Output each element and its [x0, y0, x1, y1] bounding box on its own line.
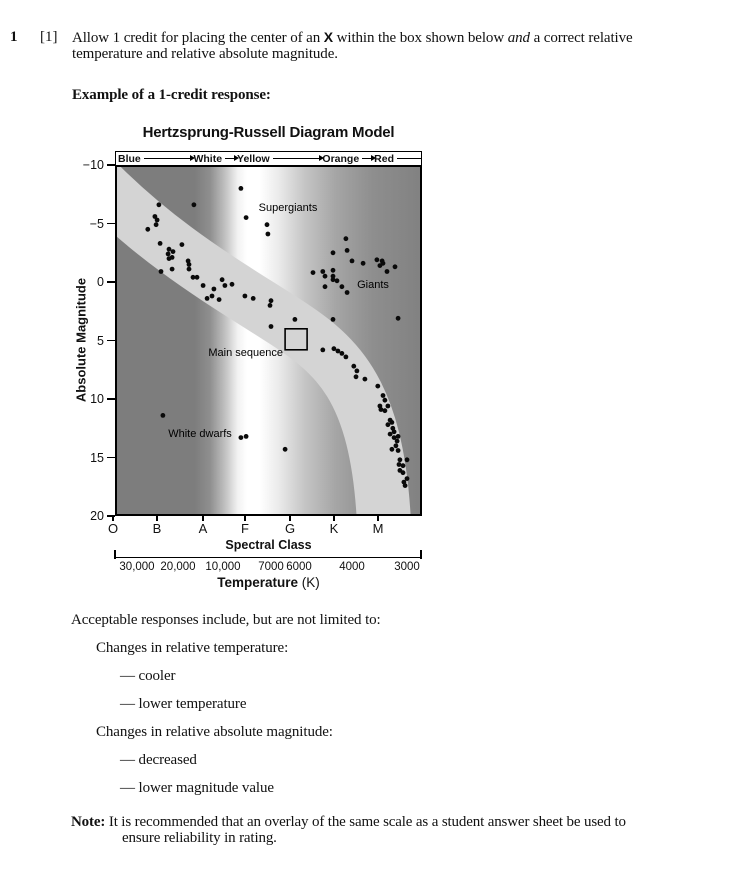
star-dot: [331, 268, 336, 273]
star-dot: [210, 294, 215, 299]
acceptable-heading: Changes in relative absolute magnitude:: [96, 724, 333, 740]
star-dot: [243, 294, 248, 299]
y-tick-mark: [107, 164, 115, 166]
italic-and: and: [507, 30, 530, 46]
label-supergiants: Supergiants: [258, 202, 318, 214]
star-dot: [205, 296, 210, 301]
star-dot: [283, 447, 288, 452]
temperature-tick-label: 3000: [394, 561, 420, 573]
star-dot: [293, 317, 298, 322]
star-dot: [167, 247, 172, 252]
chart-title: Hertzsprung-Russell Diagram Model: [142, 124, 395, 141]
plot-area: [115, 165, 422, 516]
star-dot: [386, 404, 391, 409]
star-dot: [239, 435, 244, 440]
question-number: 1: [10, 29, 18, 45]
arrow-right-icon: [144, 158, 191, 159]
star-dot: [180, 242, 185, 247]
star-dot: [269, 298, 274, 303]
star-dot: [386, 422, 391, 427]
y-tick-label: 15: [90, 450, 104, 465]
star-dot: [265, 222, 270, 227]
star-dot: [320, 348, 325, 353]
y-tick-mark: [107, 340, 115, 342]
y-tick-label: 5: [97, 333, 104, 348]
star-dot: [401, 470, 406, 475]
y-tick-label: −5: [89, 216, 104, 231]
star-dot: [336, 349, 341, 354]
color-label-blue: Blue: [118, 152, 141, 165]
star-dot: [332, 346, 337, 351]
star-dot: [323, 274, 328, 279]
star-dot: [383, 408, 388, 413]
star-dot: [375, 257, 380, 262]
spectral-class-tick: A: [198, 521, 208, 536]
y-tick-label: −10: [82, 158, 104, 172]
label-main-sequence: Main sequence: [208, 347, 283, 359]
star-dot: [331, 317, 336, 322]
star-dot: [323, 284, 328, 289]
color-label-white: White: [193, 152, 223, 165]
temperature-tick-label: 10,000: [205, 561, 241, 573]
temperature-tick-label: 4000: [339, 561, 365, 573]
y-tick-mark: [107, 398, 115, 400]
star-dot: [340, 351, 345, 356]
acceptable-heading: Changes in relative temperature:: [96, 640, 289, 656]
star-dot: [187, 267, 192, 272]
scatter-plot: [115, 165, 422, 516]
star-dot: [345, 248, 350, 253]
y-tick-mark: [107, 223, 115, 225]
star-dot: [155, 218, 160, 223]
star-dot: [154, 222, 159, 227]
star-dot: [355, 369, 360, 374]
star-dot: [361, 261, 366, 266]
bold-x: X: [323, 29, 334, 45]
question-text-line2: temperature and relative absolute magnitude.: [72, 46, 338, 62]
star-dot: [405, 457, 410, 462]
note-label: Note:: [71, 814, 106, 830]
example-heading: Example of a 1-credit response:: [72, 87, 271, 103]
star-dot: [350, 259, 355, 264]
spectral-class-tick: B: [152, 521, 162, 536]
question-text-line1: Allow 1 credit for placing the center of an X within the box shown below and a correct relative: [72, 29, 633, 46]
label-white-dwarfs: White dwarfs: [168, 428, 232, 440]
star-dot: [396, 448, 401, 453]
y-tick-label: 20: [90, 509, 104, 523]
star-dot: [159, 269, 164, 274]
star-dot: [381, 393, 386, 398]
star-dot: [354, 374, 359, 379]
star-dot: [393, 264, 398, 269]
star-dot: [145, 227, 150, 232]
star-dot: [212, 287, 217, 292]
star-dot: [383, 398, 388, 403]
star-dot: [161, 413, 166, 418]
credit-marker: [1]: [40, 29, 58, 45]
hr-diagram: [0, 118, 460, 598]
star-dot: [239, 186, 244, 191]
spectral-class-label: Spectral Class: [225, 538, 312, 552]
y-tick-mark: [107, 281, 115, 283]
spectral-class-tick: M: [372, 521, 384, 536]
note-line1: Note: It is recommended that an overlay of the same scale as a student answer sheet be used to: [71, 814, 626, 830]
star-dot: [351, 364, 356, 369]
color-label-yellow: Yellow: [237, 152, 270, 165]
spectral-class-tick: K: [329, 521, 339, 536]
y-tick-label: 0: [97, 275, 104, 289]
star-dot: [395, 439, 400, 444]
y-tick-mark: [107, 515, 115, 517]
acceptable-item: — lower magnitude value: [120, 780, 274, 796]
star-dot: [187, 262, 192, 267]
star-dot: [244, 215, 249, 220]
star-dot: [390, 447, 395, 452]
temperature-tick-label: 7000: [258, 561, 284, 573]
star-dot: [388, 432, 393, 437]
star-dot: [170, 267, 175, 272]
arrow-right-icon: [225, 158, 234, 159]
star-dot: [251, 296, 256, 301]
temperature-tick-label: 20,000: [160, 561, 196, 573]
star-dot: [311, 270, 316, 275]
temperature-axis-end-tick: [114, 550, 116, 559]
star-dot: [167, 256, 172, 261]
strip-tail-dash: [397, 158, 421, 159]
acceptable-item: — cooler: [120, 668, 176, 684]
star-dot: [269, 324, 274, 329]
color-scale-strip: [115, 151, 422, 166]
temperature-tick-label: 30,000: [119, 561, 155, 573]
temperature-axis-label: Temperature (K): [217, 575, 320, 590]
question-text: [72, 29, 633, 62]
acceptable-intro: Acceptable responses include, but are not limited to:: [71, 612, 381, 628]
temperature-tick-label: 6000: [286, 561, 312, 573]
acceptable-item: — lower temperature: [120, 696, 247, 712]
star-dot: [392, 429, 397, 434]
note-line2: ensure reliability in rating.: [122, 830, 277, 846]
star-dot: [158, 241, 163, 246]
star-dot: [320, 269, 325, 274]
spectral-class-tick: F: [241, 521, 249, 536]
y-tick-label: 10: [90, 392, 104, 406]
star-dot: [344, 355, 349, 360]
star-dot: [335, 278, 340, 283]
star-dot: [171, 249, 176, 254]
star-dot: [375, 384, 380, 389]
star-dot: [401, 463, 406, 468]
star-dot: [223, 283, 228, 288]
star-dot: [340, 284, 345, 289]
star-dot: [268, 303, 273, 308]
note: [71, 814, 727, 846]
arrow-right-icon: [273, 158, 320, 159]
star-dot: [244, 434, 249, 439]
star-dot: [192, 202, 197, 207]
star-dot: [396, 316, 401, 321]
star-dot: [403, 483, 408, 488]
spectral-class-tick: G: [284, 521, 296, 536]
spectral-class-tick: O: [107, 521, 119, 536]
star-dot: [345, 290, 350, 295]
star-dot: [217, 297, 222, 302]
star-dot: [385, 269, 390, 274]
star-dot: [195, 275, 200, 280]
acceptable-item: — decreased: [120, 752, 197, 768]
temperature-axis-line: [115, 557, 421, 558]
star-dot: [166, 252, 171, 257]
label-giants: Giants: [357, 279, 389, 291]
star-dot: [378, 263, 383, 268]
color-label-red: Red: [374, 152, 395, 165]
star-dot: [157, 202, 162, 207]
y-tick-mark: [107, 457, 115, 459]
y-axis-label: Absolute Magnitude: [73, 277, 89, 403]
star-dot: [363, 377, 368, 382]
star-dot: [230, 282, 235, 287]
star-dot: [398, 457, 403, 462]
color-label-orange: Orange: [322, 152, 360, 165]
star-dot: [344, 236, 349, 241]
arrow-right-icon: [362, 158, 371, 159]
star-dot: [390, 420, 395, 425]
temperature-axis-end-tick: [420, 550, 422, 559]
star-dot: [266, 232, 271, 237]
star-dot: [394, 443, 399, 448]
star-dot: [201, 283, 206, 288]
star-dot: [331, 250, 336, 255]
star-dot: [220, 277, 225, 282]
